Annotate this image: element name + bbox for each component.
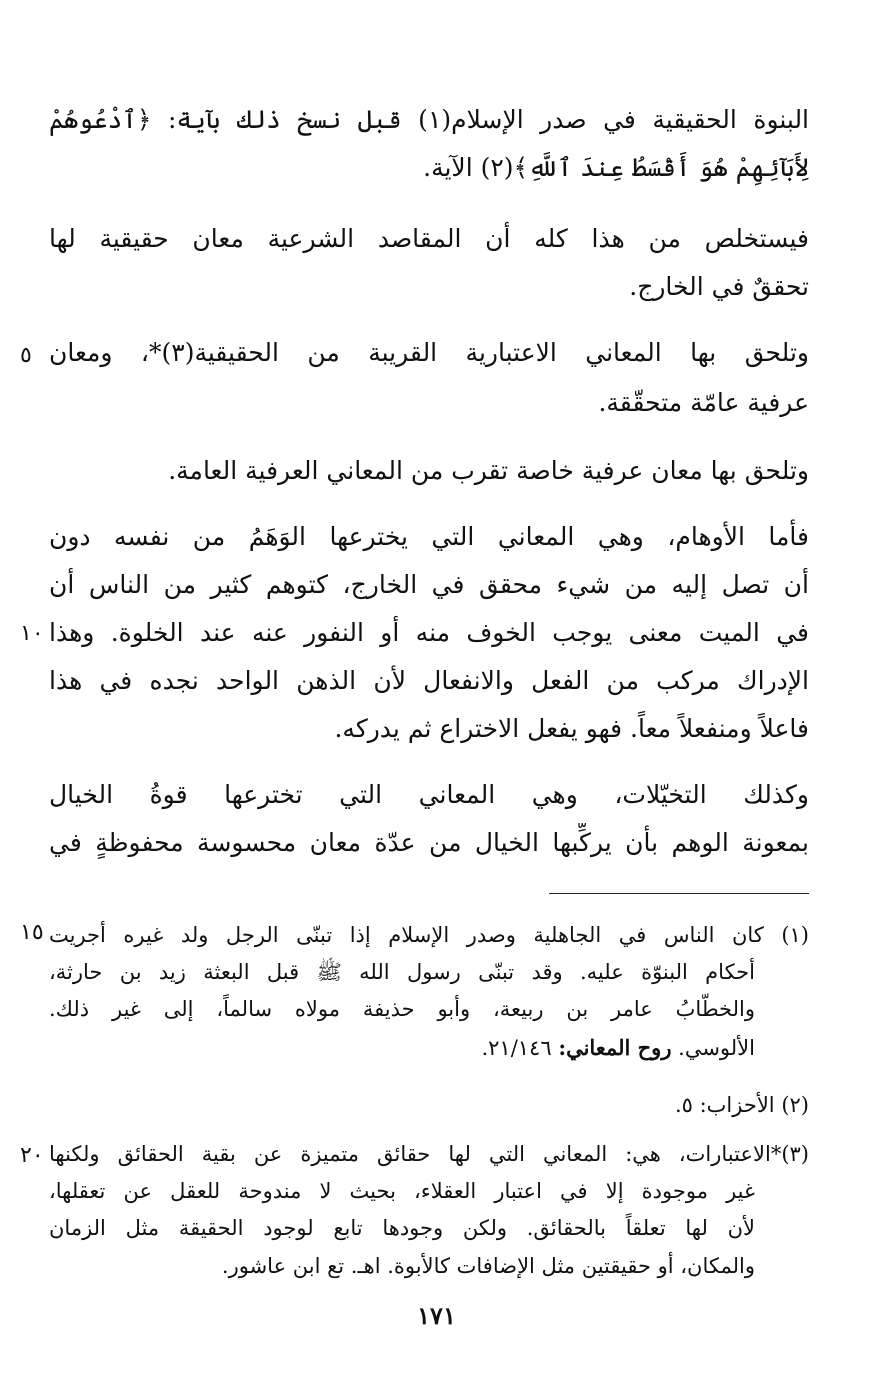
footnote-1-line-4 [49,1031,755,1065]
footnote-1-source: روح المعاني: [558,1035,672,1060]
body-line-11: الإدراك مركب من الفعل والانفعال لأن الذهن الواحد نجده في هذا [49,666,809,695]
body-line-13: وكذلك التخيّلات، وهي المعاني التي تخترعها قوةُ الخيال [49,780,809,809]
body-line-8: فأما الأوهام، وهي المعاني التي يخترعها الوَهَمُ من نفسه دون [49,522,809,551]
body-line-10: في الميت معنى يوجب الخوف منه أو النفور عنه عند الخلوة. وهذا [49,618,809,647]
body-line-1: البنوة الحقيقية في صدر الإسلام(١) قبل نسخ ذلك بآية: ﴿ٱدْعُوهُمْ [49,105,809,134]
footnote-2: (٢) الأحزاب: ٥. [674,1093,809,1117]
footnote-1-line-3: والخطّابُ عامر بن ربيعة، وأبو حذيفة مولاه سالماً، إلى غير ذلك. [49,997,755,1021]
body-line-3: فيستخلص من هذا كله أن المقاصد الشرعية معان حقيقية لها [49,224,809,253]
line-number-10: ١٠ [20,621,44,646]
line-number-15: ١٥ [20,920,44,945]
footnote-1-reference: ٢١/١٤٦. [481,1036,552,1060]
body-line-4: تحققٌ في الخارج. [629,272,809,301]
body-line-9: أن تصل إليه من شيء محقق في الخارج، كتوهم كثير من الناس أن [49,570,809,599]
footnote-1-line-2: أحكام البنوّة عليه. وقد تبنّى رسول الله ﷺ قبل البعثة زيد بن حارثة، [49,960,755,984]
footnote-1-author: الألوسي. [678,1036,755,1060]
body-line-7: وتلحق بها معان عرفية خاصة تقرب من المعاني العرفية العامة. [168,456,809,485]
footnote-1-line-1: (١) كان الناس في الجاهلية وصدر الإسلام إذا تبنّى الرجل ولد غيره أجريت [49,923,809,947]
line-number-20: ٢٠ [20,1143,44,1168]
footnote-3-line-3: لأن لها تعلقاً بالحقائق. ولكن وجودها تابع لوجود الحقيقة مثل الزمان [49,1216,755,1240]
footnote-3-line-4: والمكان، أو حقيقتين مثل الإضافات كالأبوة. اهـ. تع ابن عاشور. [221,1254,755,1278]
body-line-14: بمعونة الوهم بأن يركِّبها الخيال من عدّة معان محسوسة محفوظةٍ في [49,828,809,857]
line-number-5: ٥ [20,343,32,368]
body-line-2: لِأَبَآئِهِمْ هُوَ أَقْسَطُ عِندَ ٱللَّهِ﴾(٢) الآية. [423,153,809,182]
footnote-3-line-2: غير موجودة إلا في اعتبار العقلاء، بحيث لا مندوحة للعقل عن تعقلها، [49,1179,755,1203]
body-line-12: فاعلاً ومنفعلاً معاً. فهو يفعل الاختراع ثم يدركه. [334,714,809,743]
footnote-3-line-1: (٣)*الاعتبارات، هي: المعاني التي لها حقائق متميزة عن بقية الحقائق ولكنها [49,1142,809,1166]
page-number: ١٧١ [417,1301,456,1330]
body-line-5: وتلحق بها المعاني الاعتبارية القريبة من الحقيقية(٣)*، ومعان [49,338,809,367]
footnote-separator [549,893,809,894]
body-line-6: عرفية عامّة متحقّقة. [598,388,809,417]
